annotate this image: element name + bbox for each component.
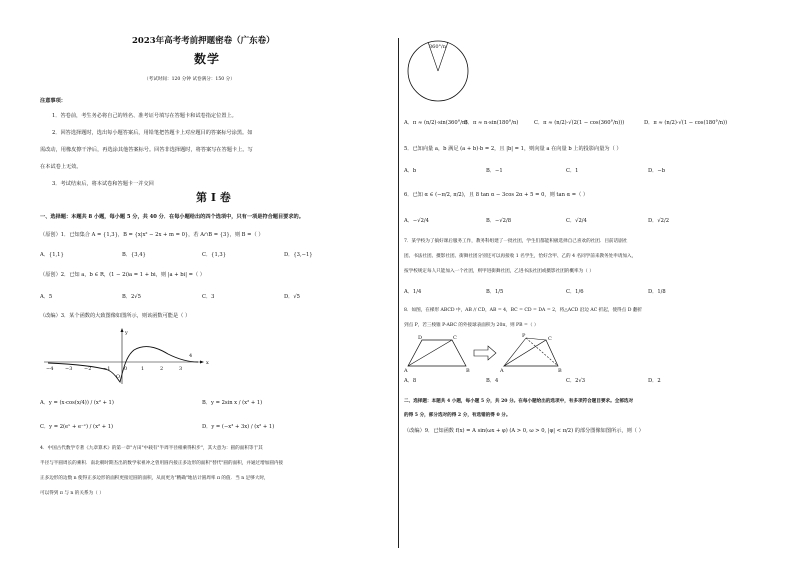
q8-trapezoid-figure (404, 332, 574, 374)
q6-option-d: D．√2/2 (648, 218, 670, 224)
q2-option-d: D．√5 (284, 294, 300, 300)
q3-option-d: D．y = (−x³ + 3x) / (x² + 1) (202, 424, 275, 430)
x-axis-arrow-icon (200, 361, 204, 364)
notes-heading: 注意事项： (40, 98, 66, 104)
q4-option-b: B．π ≈ n·sin(180°/n) (464, 120, 519, 126)
q7-option-b: B．1/5 (486, 289, 504, 295)
q2-option-c: C．3 (202, 294, 215, 300)
q5-option-b: B．−1 (486, 168, 503, 174)
q6-option-b: B．−√2/8 (486, 218, 512, 224)
section1-heading: 一、选择题：本题共 8 小题，每小题 5 分，共 40 分．在每小题给出的四个选项中，只有一项是符合题目要求的。 (40, 214, 304, 220)
right-column (404, 0, 756, 562)
q6-option-c: C．√2/4 (566, 218, 587, 224)
q3-option-a: A．y = (x·cos(x/4)) / (x² + 1) (40, 400, 114, 406)
y-axis-arrow-icon (121, 328, 124, 332)
vertex-label: C (548, 336, 552, 342)
vertex-label: B (466, 368, 470, 374)
tick-label: −2 (84, 366, 92, 372)
q8-line: 8．如图，在梯形 ABCD 中，AB // CD，AB = 4，BC = CD = DA = 2，将△ACD 沿边 AC 折起，使得点 D 翻折 (404, 308, 643, 313)
function-curve (48, 347, 198, 382)
q9-text: （改编）9．已知函数 f(x) = A sin(ωx + φ) (A > 0, ω > 0, |φ| < π/2) 的部分图像如图所示，则（ ） (404, 428, 644, 434)
q7-line: 7．某学校为了搞好课后服务工作，教务科组建了一批社团，学生们都能积极选择自己喜欢的社团．目前话剧社 (404, 239, 628, 244)
q1-option-a: A．{1,1} (40, 252, 64, 258)
section-header: 第 I 卷 (196, 191, 231, 204)
q7-option-c: C．1/6 (566, 289, 584, 295)
arrow-right-icon (474, 346, 496, 360)
subject-title: 数学 (194, 52, 221, 66)
q8-line: 到点 P，若三棱锥 P-ABC 的外接球表面积为 20π，则 PB =（ ） (404, 323, 539, 328)
q4-option-a: A．π ≈ (n/2)·sin(360°/n) (404, 120, 468, 126)
q1-option-c: C．{1,3} (202, 252, 227, 258)
q4-line: 半径与半圆周长的乘积．南北朝时期杰出的数学家祖冲之曾用圆内接正多边形的面积"替代"圆的面积，并通过增加圆内接 (40, 461, 284, 466)
q4-line: 可以得到 π 与 n 的关系为（ ） (40, 491, 104, 496)
q5-option-d: D．−b (648, 168, 666, 174)
q6-option-a: A．−√2/4 (404, 218, 429, 224)
q4-line: 正多边形的边数 n 使得正多边形的面积更接近圆的面积，从而更为"精确"地估计圆周率 π 的值．当 n 足够大时， (40, 476, 269, 481)
axis-label-y: y (125, 330, 128, 336)
q1-text: （原创）1．已知集合 A = {1,3}，B = {x|x² − 2x + m = 0}，若 A∩B = {3}，则 B =（ ） (40, 232, 264, 238)
vertex-label: B (558, 368, 562, 374)
origin-label: O (116, 374, 121, 380)
q8-option-d: D．2 (648, 378, 661, 384)
q7-line: 团、书法社团、摄影社团、街舞社团分别还可以再接收 1 名学生，恰好含甲、乙的 4 名同学前来教务处申请加入， (404, 254, 637, 259)
axis-label-x: x (206, 360, 209, 366)
q8-option-b: B．4 (486, 378, 499, 384)
diagonal-ac (408, 340, 452, 366)
triangle-abc (504, 340, 558, 366)
column-divider (398, 38, 399, 548)
q3-option-b: B．y = 2sin x / (x² + 1) (202, 400, 263, 406)
note-line: 1．答卷前，考生务必将自己的姓名、准考证号填写在答题卡和试卷指定位置上。 (52, 113, 237, 119)
q8-option-c: C．2√3 (566, 378, 586, 384)
note-line: 在本试卷上无效。 (40, 164, 82, 170)
q1-option-b: B．{3,4} (122, 252, 146, 258)
tick-label: 0 (124, 366, 128, 372)
vertex-label: A (500, 368, 504, 374)
edge-pa (504, 338, 526, 366)
note-line: 需改动，用橡皮擦干净后，再选涂其他答案标号。回答非选择题时，将答案写在答题卡上。写 (40, 147, 253, 153)
q7-option-a: A．1/4 (404, 289, 422, 295)
edge-pc (526, 338, 546, 340)
note-line: 2．回答选择题时，选出每小题答案后，用铅笔把答题卡上对应题目的答案标号涂黑。如 (52, 130, 253, 136)
q4-circle-figure (404, 38, 474, 104)
q4-line: 4．中国古代数学专著《九章算术》的第一章"方田"中载有"半周半径相乘得积步"，其大意为：圆的面积等于其 (40, 446, 263, 451)
tick-label: −4 (46, 366, 54, 372)
tick-label: −3 (65, 366, 73, 372)
vertex-label: P (522, 333, 526, 339)
q5-option-c: C．1 (566, 168, 579, 174)
q3-option-c: C．y = 2(eˣ + e⁻ˣ) / (x² + 1) (40, 424, 114, 430)
central-angle-label: 360°/n (429, 44, 446, 50)
q8-option-a: A．8 (404, 378, 417, 384)
tick-label: −1 (103, 366, 111, 372)
q2-option-b: B．2√5 (122, 294, 141, 300)
exam-info: （考试时间：120 分钟 试卷满分：150 分） (144, 77, 235, 82)
section2-heading-line: 的得 5 分，部分选对的得 2 分，有选错的得 0 分。 (404, 413, 511, 418)
section2-heading-line: 二、选择题：本题共 4 小题，每小题 5 分，共 20 分。在每小题给出的选项中，有多项符合题目要求。全部选对 (404, 399, 634, 404)
vertex-label: D (418, 335, 423, 341)
vertex-label: C (453, 335, 457, 341)
q3-text: （改编）3．某个函数的大致图像如图所示，则该函数可能是（ ） (40, 313, 191, 319)
q1-option-d: D．{3,−1} (284, 252, 313, 258)
tick-label: 1 (141, 366, 145, 372)
q7-option-d: D．1/8 (648, 289, 666, 295)
q6-text: 6．已知 α ∈ (−π/2, π/2)，且 8 tan α − 3cos 2α + 5 = 0，则 tan α =（ ） (404, 192, 589, 198)
vertex-label: A (404, 368, 408, 374)
tick-label: 4 (189, 353, 193, 359)
q5-option-a: A．b (404, 168, 417, 174)
q3-function-graph (40, 326, 220, 386)
left-column (40, 0, 392, 562)
tick-label: 2 (160, 366, 164, 372)
q5-text: 5．已知向量 a，b 满足 (a + b)·b = 2，且 |b| = 1，则向量 a 在向量 b 上的投影向量为（ ） (404, 146, 622, 152)
q7-line: 按学校规定每人只能加入一个社团，则甲进街舞社团，乙进书法社团或摄影社团的概率为（ ） (404, 269, 594, 274)
q4-option-c: C．π ≈ (n/2)·√(2(1 − cos(360°/n))) (534, 120, 625, 126)
note-line: 3．考试结束后，将本试卷和答题卡一并交回 (52, 181, 154, 187)
q2-option-a: A．5 (40, 294, 53, 300)
q4-option-d: D．π ≈ (n/2)·√(1 − cos(180°/n)) (644, 120, 728, 126)
tick-label: 3 (179, 366, 183, 372)
exam-title: 2023年高考考前押题密卷（广东卷） (132, 36, 275, 46)
q2-text: （原创）2．已知 a，b ∈ R，(1 − 2i)a = 1 + bi，则 |a + bi| =（ ） (40, 272, 205, 278)
trapezoid-abcd (408, 340, 466, 366)
